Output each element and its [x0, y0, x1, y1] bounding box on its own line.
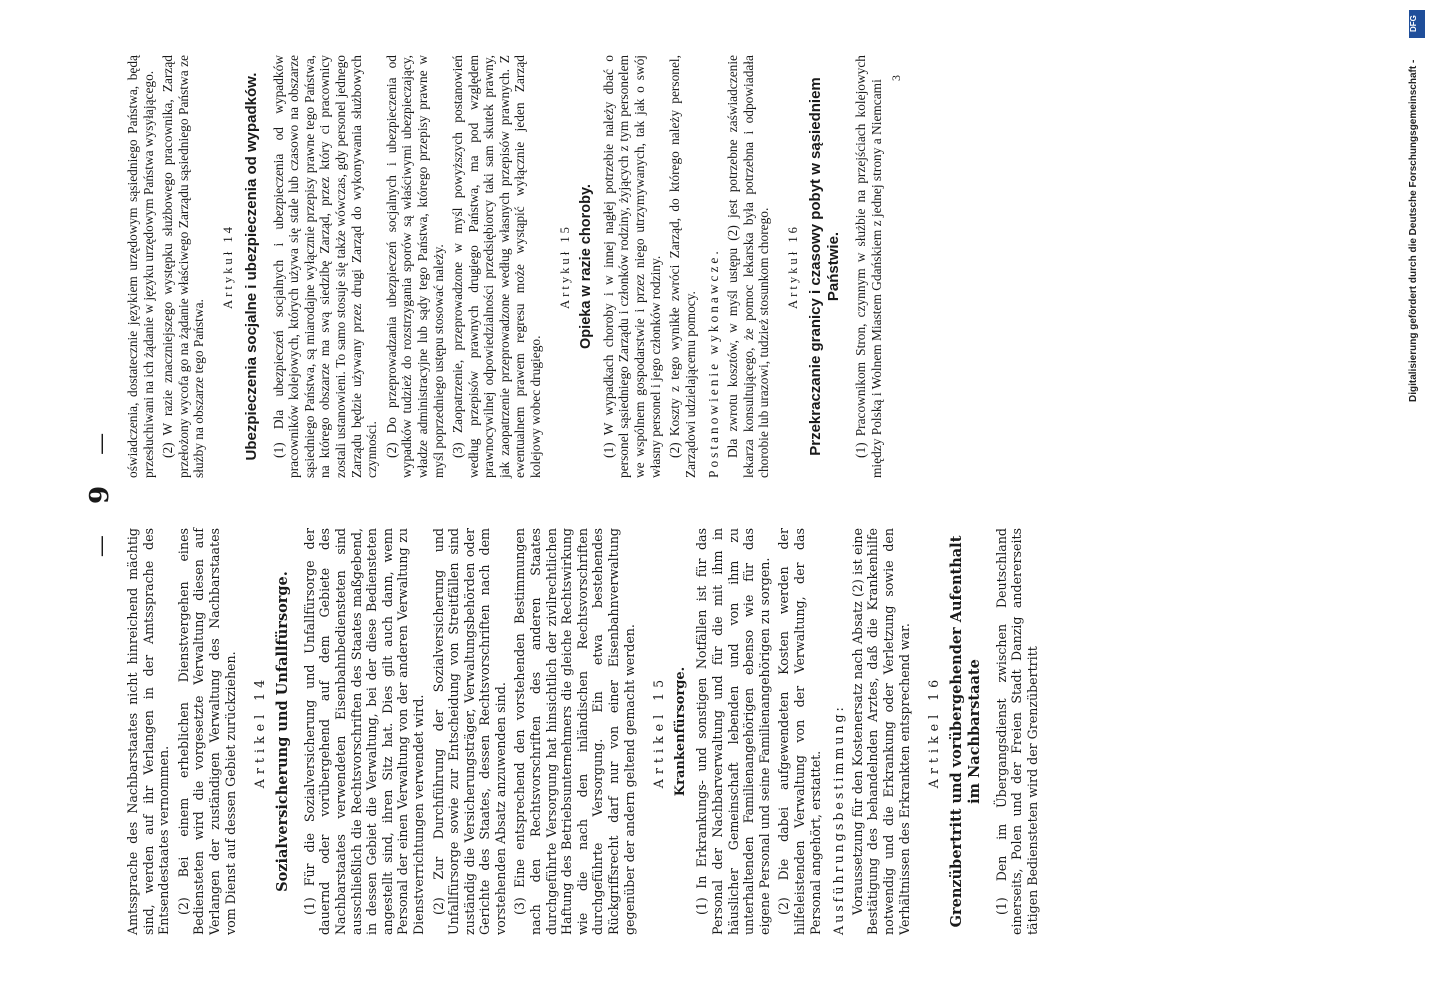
- digitization-watermark: [1408, 8, 1434, 992]
- pl-art16-heading: Artykuł 16: [785, 224, 800, 309]
- pl-art14-p1: (1) Dla ubezpieczeń socjalnych i ubezpieczenia od wypadków pracowników kolejowych, których używa się stale lub czasowo na obszarze sąsiedniego Państwa, są miarodajne wyłącznie przepisy prawne tego Państwa, na którego obszarze ma swą siedzibę Zarząd, przez który ci pracownicy zostali ustanowieni. To samo stosuje się także wówczas, gdy personel jednego Zarządu będzie używany przez drugi Zarząd do wykonywania służbowych czynności.: [270, 55, 380, 478]
- dfg-logo: DFG: [1409, 10, 1425, 38]
- header-dash-left: —: [89, 535, 114, 558]
- pl-art14-p3: (3) Zaopatrzenie, przeprowadzone w myśl powyższych postanowień według przepisów prawnych drugiego Państwa, ma pod względem prawnocywilnej odpowiedzialności przedsiębiorcy taki sam skutek prawny, jak zaopatrzenie przeprowadzone według własnych przepisów prawnych. Z ewentualnem prawem regresu może wystąpić wyłącznie jeden Zarząd kolejowy wobec drugiego.: [450, 55, 544, 478]
- de-art14-p3: (3) Eine entsprechend den vorstehenden Bestimmungen nach den Rechtsvorschriften des anderen Staates durchgeführte Versorgung hat hinsichtlich der zivilrechtlichen Haftung des Betriebsunternehmers die gleiche Rechtswirkung wie die nach den inländischen Rechtsvorschriften durchgeführte Versorgung. Ein etwa bestehendes Rückgriffsrecht darf nur von einer Eisenbahnverwaltung gegenüber der andern geltend gemacht werden.: [512, 528, 637, 935]
- de-exec-heading: Ausführungsbestimmung:: [831, 704, 847, 935]
- pl-art14-title: Ubezpieczenia socjalne i ubezpieczenia od wypadków.: [242, 72, 260, 461]
- de-intro-1: Amtssprache des Nachbarstaates nicht hinreichend mächtig sind, werden auf ihr Verlangen in der Amtssprache des Entsendestaates vernommen.: [125, 528, 172, 935]
- de-art15-p2: (2) Die dabei aufgewendeten Kosten werden der hilfeleistenden Verwaltung von der Verwaltung, der das Personal angehört, erstattet.: [776, 528, 823, 935]
- pl-intro-2: (2) W razie znaczniejszego występku służbowego pracownika, Zarząd przełożony wycofa go na żądanie właściwego Zarządu sąsiedniego Państwa ze służby na obszarze tego Państwa.: [160, 55, 207, 478]
- page-number: 9: [85, 485, 115, 505]
- de-art14-title: Sozialversicherung und Unfallfürsorge.: [273, 571, 291, 892]
- de-art16-p1: (1) Den im Übergangsdienst zwischen Deutschland einerseits, Polen und der Freien Stadt Danzig andererseits tätigen Bediensteten wird der Grenzübertritt: [993, 528, 1040, 935]
- pl-art15-p1: (1) W wypadkach choroby i w innej nagłej potrzebie należy dbać o personel sąsiedniego Zarządu i członków rodziny, żyjących z tym personelem we wspólnem gospodarstwie i przez niego utrzymywanych, tak jak o swój własny personel i jego członków rodziny.: [600, 55, 663, 478]
- de-art14-p2: (2) Zur Durchführung der Sozialversicherung und Unfallfürsorge sowie zur Entscheidung von Streitfällen sind zuständig die Versicherungsträger, Verwaltungsbehörden oder Gerichte des Staates, dessen Rechtsvorschriften nach dem vorstehenden Absatz anzuwenden sind.: [430, 528, 508, 935]
- german-column: [125, 528, 1385, 935]
- pl-art15-p2: (2) Koszty z tego wynikłe zwróci Zarząd, do którego należy personel, Zarządowi udzielającemu pomocy.: [667, 55, 698, 478]
- de-art14-p1: (1) Für die Sozialversicherung und Unfallfürsorge der dauernd oder vorübergehend auf dem Gebiete des Nachbarstaates verwendeten Eisenbahnbediensteten sind ausschließlich die Rechtsvorschriften des Staates maßgebend, in dessen Gebiet die Verwaltung, bei der diese Bediensteten angestellt sind, ihren Sitz hat. Dies gilt auch dann, wenn Personal der einen Verwaltung von der anderen Verwaltung zu Dienstverrichtungen verwendet wird.: [301, 528, 426, 935]
- de-art15-heading: Artikel 15: [651, 674, 667, 789]
- pl-art16-title: Przekraczanie granicy i czasowy pobyt w sąsiedniem Państwie.: [807, 77, 843, 456]
- de-exec-p: Voraussetzung für den Kostenersatz nach Absatz (2) ist eine Bestätigung des behandelnden Arztes, daß die Krankenhilfe notwendig und die Erkrankung oder Verletzung sowie den Verhältnissen des Erkrankten entsprechend war.: [849, 528, 912, 935]
- pl-art16-p1: (1) Pracownikom Stron, czynnym w służbie na przejściach kolejowych między Polską i Wolnem Miastem Gdańskiem z jednej strony a Niemcami: [853, 55, 884, 478]
- pl-art14-p2: (2) Do przeprowadzania ubezpieczeń socjalnych i ubezpieczenia od wypadków tudzież do rozstrzygania sporów są właściwymi ubezpieczający, władze administracyjne lub sądy tego Państwa, którego przepisy prawne w myśl poprzedniego ustępu stosować należy.: [383, 55, 446, 478]
- watermark-text: Digitalisierung gefördert durch die Deutsche Forschungsgemeinschaft -: [1408, 59, 1419, 402]
- pl-art15-heading: Artykuł 15: [557, 224, 572, 309]
- pl-art14-heading: Artykuł 14: [220, 224, 235, 309]
- de-intro-2: (2) Bei einem erheblichen Dienstvergehen eines Bediensteten wird die vorgesetzte Verwaltung diesen auf Verlangen der zuständigen Verwaltung des Nachbarstaates vom Dienst auf dessen Gebiet zurückziehen.: [175, 528, 238, 935]
- pl-exec-heading: Postanowienie wykonawcze.: [706, 248, 722, 478]
- signature-mark: 3: [888, 75, 903, 81]
- de-art15-title: Krankenfürsorge.: [672, 666, 688, 797]
- pl-intro-1: oświadczenia, dostatecznie językiem urzędowym sąsiedniego Państwa, będą przesłuchiwani na ich żądanie w języku urzędowym Państwa wysyłającego.: [125, 55, 156, 478]
- de-art15-p1: (1) In Erkrankungs- und sonstigen Notfällen ist für das Personal der Nachbarverwaltung und für die mit ihm in häuslicher Gemeinschaft lebenden und von ihm zu unterhaltenden Familienangehörigen ebenso wie für das eigene Personal und seine Familienangehörigen zu sorgen.: [694, 528, 772, 935]
- header-dash-right: —: [89, 432, 114, 455]
- de-art16-heading: Artikel 16: [926, 674, 942, 789]
- de-art14-heading: Artikel 14: [252, 674, 268, 789]
- rotated-document-page: [85, 55, 1385, 935]
- pl-exec-p: Dla zwrotu kosztów, w myśl ustępu (2) jest potrzebne zaświadczenie lekarza konsultującego, że pomoc lekarska była potrzebna i odpowiadała chorobie lub urazowi, tudzież stosunkom chorego.: [725, 55, 772, 478]
- polish-column: [125, 55, 1385, 478]
- de-art16-title: Grenzübertritt und vorübergehender Aufenthalt im Nachbarstaate: [947, 535, 983, 928]
- page-header: [85, 55, 121, 935]
- pl-art15-title: Opieka w razie choroby.: [578, 184, 595, 349]
